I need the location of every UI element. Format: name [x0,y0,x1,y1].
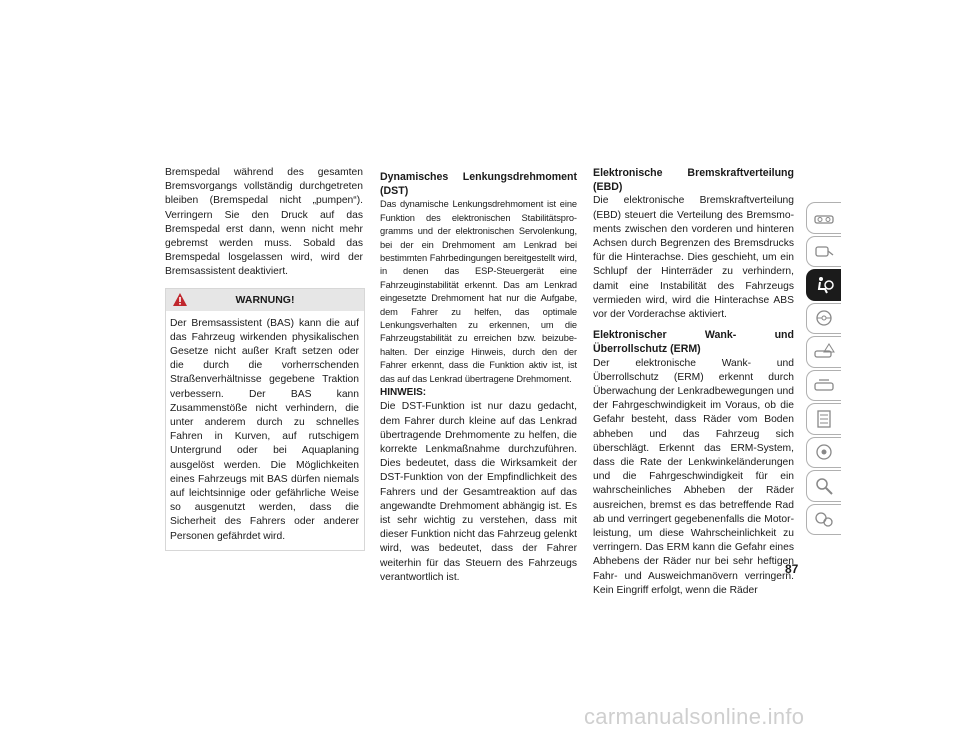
car-keys-icon [812,241,836,261]
car-warning-icon [812,342,836,362]
column-right [593,166,794,598]
note-text: Die DST-Funktion ist nur dazu gedacht, dem Fahrer durch kleine auf das Lenkrad übertragende Drehmomente zu helfen, die korrekte Lenkmaßnahme durchzuführen. Dies bedeutet, dass die Wirksamkeit der DST-Funktion von der Empfindlichkeit des Fahrers und der Gesamtreaktion auf das angewandte Drehmoment abhängig ist. Es ist sehr wichtig zu verstehen, dass mit dieser Funktion nicht das Fahrzeug gelenkt wird, was bedeutet, dass der Fahrer weiterhin für das Steuern des Fahrzeugs verantwortlich ist. [380,401,577,583]
language-icon [812,509,836,529]
tab-search[interactable] [806,470,841,502]
warning-title: WARNUNG! [235,293,295,306]
car-service-icon [812,375,836,395]
chapter-tabs [806,202,841,537]
page-number: 87 [785,562,799,576]
column-left [165,166,363,551]
note-heading: HINWEIS: [380,387,427,399]
tab-emergency[interactable] [806,336,841,368]
warning-text: Der Bremsassistent (BAS) kann die auf das Fahrzeug wirkenden physikalischen Gesetze nicht außer Kraft setzen oder die durch die vorherrschenden Straßenverhältnisse gegebene Traktion verbessern. Der BAS kann Zusammenstöße nicht verhindern, die unter anderem durch zu schnelles Fahren in Kurven, auf rutschigem Untergrund oder bei Aquaplaning ausgelöst werden. Die Möglichkeiten eines Fahrzeugs mit BAS dürfen niemals auf leichtsinnige oder gefährliche Weise so ausgenutzt werden, dass die Sicherheit des Fahrers oder anderer Personen gefährdet wird. [170,317,359,542]
tab-driving[interactable] [806,303,841,335]
tab-multimedia[interactable] [806,437,841,469]
intro-paragraph: Bremspedal während des gesamten Bremsvorgangs vollständig durchgetreten bleiben (Bremspedal nicht „pumpen“). Verringern Sie den Druck auf das Bremspedal erst dann, wenn nicht mehr gebremst werden muss. Sobald das Bremspedal losgelassen wird, wird der Bremsassistent deaktiviert. [165,167,363,278]
seat-airbag-icon [812,275,836,295]
tab-keys[interactable] [806,236,841,268]
dst-body: Das dynamische Lenkungsdrehmoment ist eine Funktion des elektronischen Stabilitätsprogramms und der elektronischen Servolenkung, bei der ein Drehmoment am Lenkrad bei bestimmten Fahrbedingungen bereitgestellt wird, in denen das ESP-Steuergerät eine Fahrzeuginstabilität erkennt. Das am Lenkrad eingesetzte Drehmoment hat nur die Aufgabe, dem Fahrer zu helfen, das optimale Lenkungsverhalten zu erkennen, um die Fahrzeugstabilität zu erreichen bzw. beizubehalten. Der einzige Hinweis, durch den der Fahrer erkennt, dass die Funktion aktiv ist, ist das auf das Lenkrad übertragene Drehmoment. [380,199,577,384]
erm-body: Der elektronische Wank- und Überrollschutz (ERM) erkennt durch Überwachung der Lenkradbewegungen und der Fahrgeschwindigkeit im Voraus, ob die Gefahr besteht, dass Räder vom Boden abheben und das Fahrzeug sich überschlägt. Erkennt das ERM-System, dass die Rate der Lenkwinkeländerungen und die Fahrgeschwindigkeit für ein wahrscheinliches Abheben der Räder ausreichen, bremst es das betreffende Rad ab und verringert gegebenenfalls die Motorleistung, um diese Wahrscheinlichkeit zu verringern. Das ERM kann die Gefahr eines Abhebens der Räder nur bei sehr heftigen Fahr- und Ausweichmanövern verringern. Kein Eingriff erfolgt, wenn die Räder [593,357,794,596]
checklist-icon [812,409,836,429]
ebd-body: Die elektronische Bremskraftverteilung (EBD) steuert die Verteilung des Bremsmoments zwischen den vorderen und hinteren Achsen durch Begrenzen des Bremsdrucks für die Hinterachse. Dies geschieht, um ein Schlupf der Hinterräder zu verhindern, damit eine Instabilität des Fahrzeugs vermieden wird, wird die Hinterachse ABS vor der Vorderachse aktiviert. [593,195,794,321]
ebd-heading: Elektronische Bremskraftverteilung (EBD) [593,167,794,194]
warning-header [166,289,364,311]
tab-specs[interactable] [806,403,841,435]
tab-dashboard[interactable] [806,202,841,234]
warning-triangle-icon [172,292,188,307]
car-dashboard-icon [812,208,836,228]
column-middle [380,170,577,585]
tab-language[interactable] [806,504,841,536]
magnifier-icon [812,476,836,496]
erm-heading: Elektronischer Wank- und Überrollschutz (ERM) [593,329,794,356]
tab-safety[interactable] [806,269,841,301]
dst-heading: Dynamisches Lenkungsdrehmoment (DST) [380,171,577,198]
tab-service[interactable] [806,370,841,402]
multimedia-icon [812,442,836,462]
steering-wheel-icon [812,308,836,328]
watermark: carmanualsonline.info [584,704,805,729]
warning-box [165,288,365,551]
